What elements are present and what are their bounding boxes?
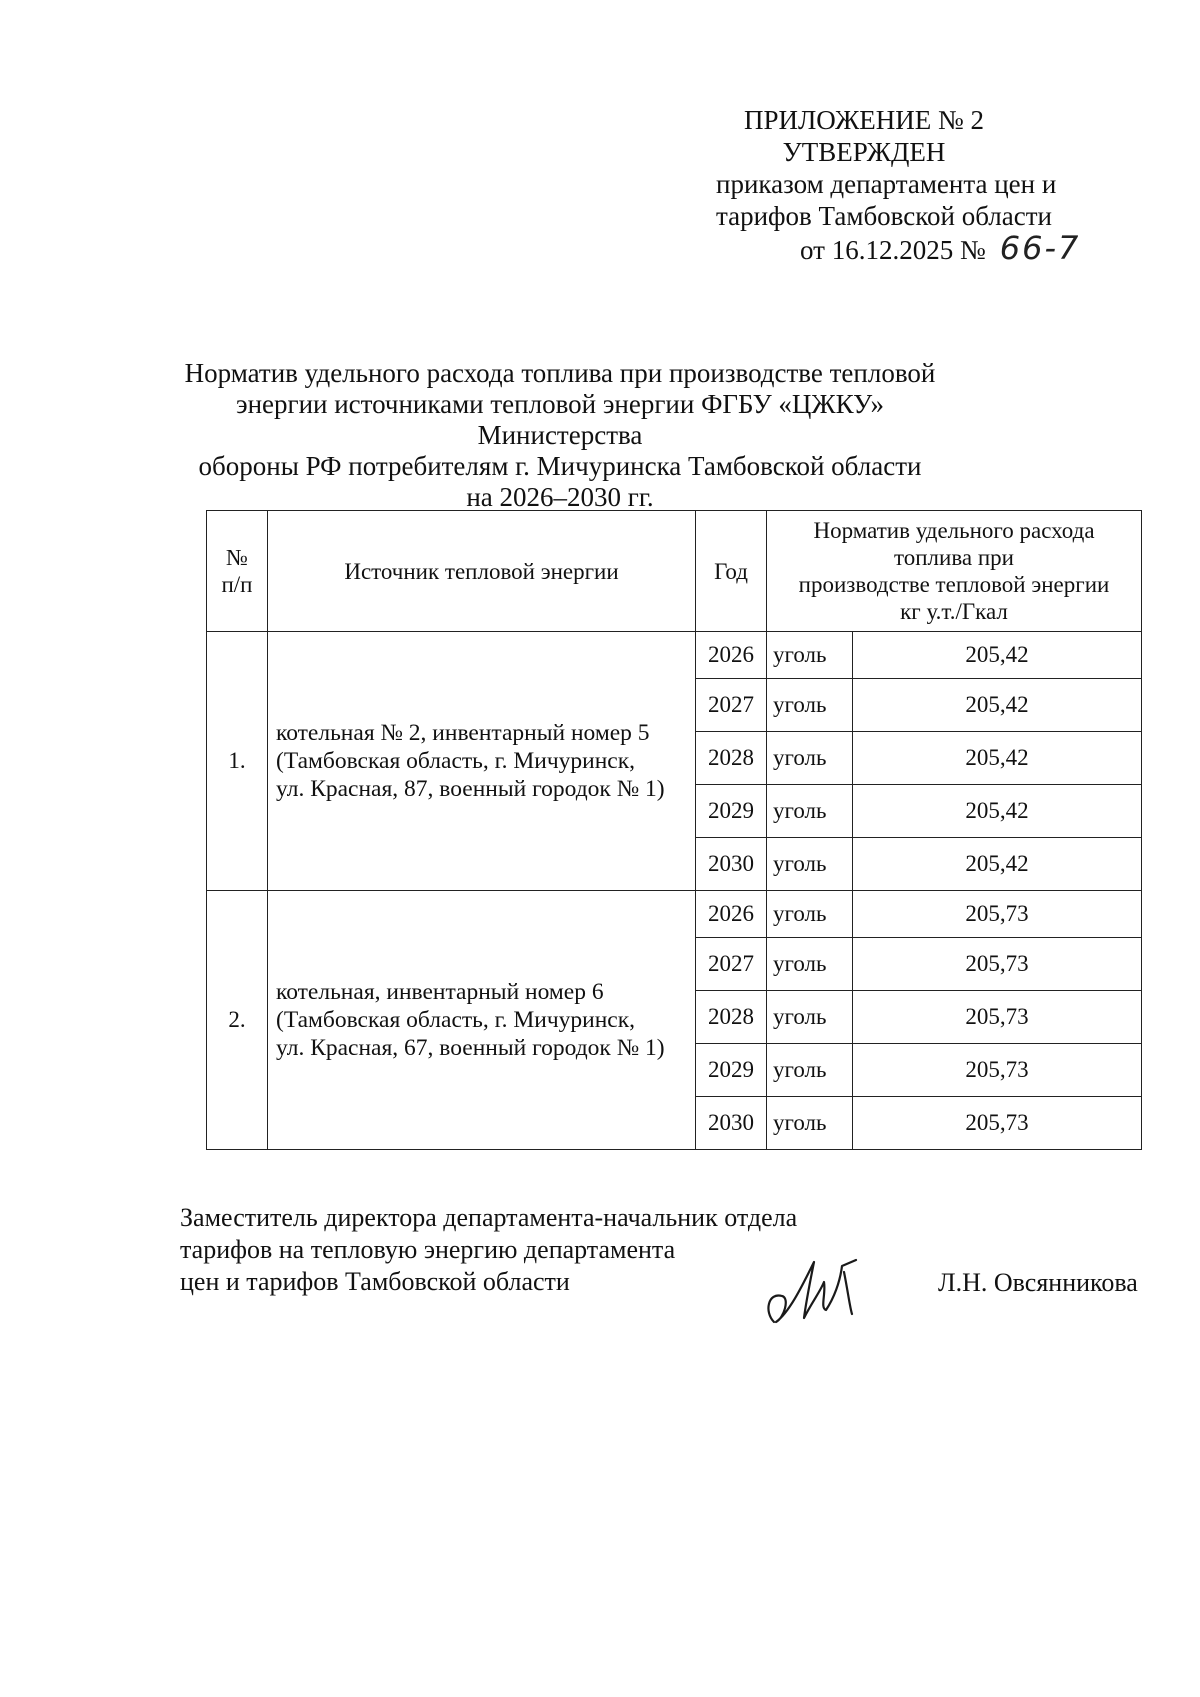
fuel-cell: уголь	[767, 1097, 853, 1150]
header-year: Год	[696, 511, 767, 632]
signatory-position-line: цен и тарифов Тамбовской области	[180, 1267, 570, 1296]
header-norm-line: Норматив удельного расхода	[813, 518, 1095, 543]
norm-value: 205,42	[853, 632, 1142, 679]
year-cell: 2029	[696, 785, 767, 838]
fuel-cell: уголь	[767, 838, 853, 891]
source-line: ул. Красная, 67, военный городок № 1)	[276, 1035, 665, 1061]
title-line: на 2026–2030 гг.	[466, 482, 654, 512]
title-line: обороны РФ потребителям г. Мичуринска Тамбовской области	[198, 451, 922, 481]
source-line: (Тамбовская область, г. Мичуринск,	[276, 748, 636, 774]
approval-order-line: приказом департамента цен и	[716, 169, 1057, 199]
source-line: (Тамбовская область, г. Мичуринск,	[276, 1007, 636, 1033]
norm-value: 205,73	[853, 1044, 1142, 1097]
header-norm-line: топлива при	[894, 545, 1014, 570]
norm-value: 205,73	[853, 891, 1142, 938]
fuel-cell: уголь	[767, 679, 853, 732]
year-cell: 2030	[696, 1097, 767, 1150]
norm-value: 205,42	[853, 785, 1142, 838]
handwritten-signature	[760, 1252, 880, 1332]
year-cell: 2028	[696, 991, 767, 1044]
norm-value: 205,42	[853, 679, 1142, 732]
fuel-cell: уголь	[767, 1044, 853, 1097]
norm-value: 205,42	[853, 732, 1142, 785]
year-cell: 2030	[696, 838, 767, 891]
signatory-position-line: тарифов на тепловую энергию департамента	[180, 1235, 676, 1264]
source-line: ул. Красная, 87, военный городок № 1)	[276, 776, 665, 802]
row-number: 1.	[207, 632, 268, 891]
approval-block	[640, 104, 1100, 266]
signatory-position-line: Заместитель директора департамента-начальник отдела	[180, 1203, 798, 1232]
table-header-row	[207, 511, 1142, 632]
signatory-name: Л.Н. Овсянникова	[938, 1268, 1138, 1297]
fuel-norm-table	[206, 510, 1142, 1150]
source-description	[268, 632, 696, 891]
year-cell: 2027	[696, 679, 767, 732]
table-row	[207, 891, 1142, 938]
title-line: энергии источниками тепловой энергии ФГБУ «ЦЖКУ» Министерства	[235, 389, 885, 450]
fuel-cell: уголь	[767, 785, 853, 838]
source-line: котельная № 2, инвентарный номер 5	[276, 720, 650, 746]
year-cell: 2028	[696, 732, 767, 785]
norm-value: 205,73	[853, 938, 1142, 991]
norm-value: 205,42	[853, 838, 1142, 891]
year-cell: 2029	[696, 1044, 767, 1097]
header-source: Источник тепловой энергии	[268, 511, 696, 632]
source-description	[268, 891, 696, 1150]
year-cell: 2026	[696, 891, 767, 938]
fuel-cell: уголь	[767, 938, 853, 991]
approved-label: УТВЕРЖДЕН	[782, 137, 946, 167]
header-norm-line: производстве тепловой энергии	[798, 572, 1110, 597]
approval-date: от 16.12.2025 №	[800, 235, 986, 265]
appendix-label: ПРИЛОЖЕНИЕ № 2	[743, 105, 985, 135]
row-number: 2.	[207, 891, 268, 1150]
header-norm	[767, 511, 1142, 632]
header-num-line: №	[226, 545, 248, 570]
header-num-line: п/п	[221, 572, 253, 597]
approval-date-line	[800, 229, 1100, 267]
norm-value: 205,73	[853, 1097, 1142, 1150]
order-number-handwritten: 66-7	[999, 229, 1081, 267]
fuel-cell: уголь	[767, 732, 853, 785]
title-line: Норматив удельного расхода топлива при производстве тепловой	[184, 358, 936, 388]
source-line: котельная, инвентарный номер 6	[276, 979, 604, 1005]
year-cell: 2026	[696, 632, 767, 679]
table-row	[207, 632, 1142, 679]
document-title	[180, 358, 940, 513]
fuel-cell: уголь	[767, 891, 853, 938]
fuel-cell: уголь	[767, 632, 853, 679]
fuel-cell: уголь	[767, 991, 853, 1044]
approval-authority-line: тарифов Тамбовской области	[716, 201, 1052, 231]
norm-value: 205,73	[853, 991, 1142, 1044]
year-cell: 2027	[696, 938, 767, 991]
header-norm-line: кг у.т./Гкал	[900, 599, 1008, 624]
header-num	[207, 511, 268, 632]
